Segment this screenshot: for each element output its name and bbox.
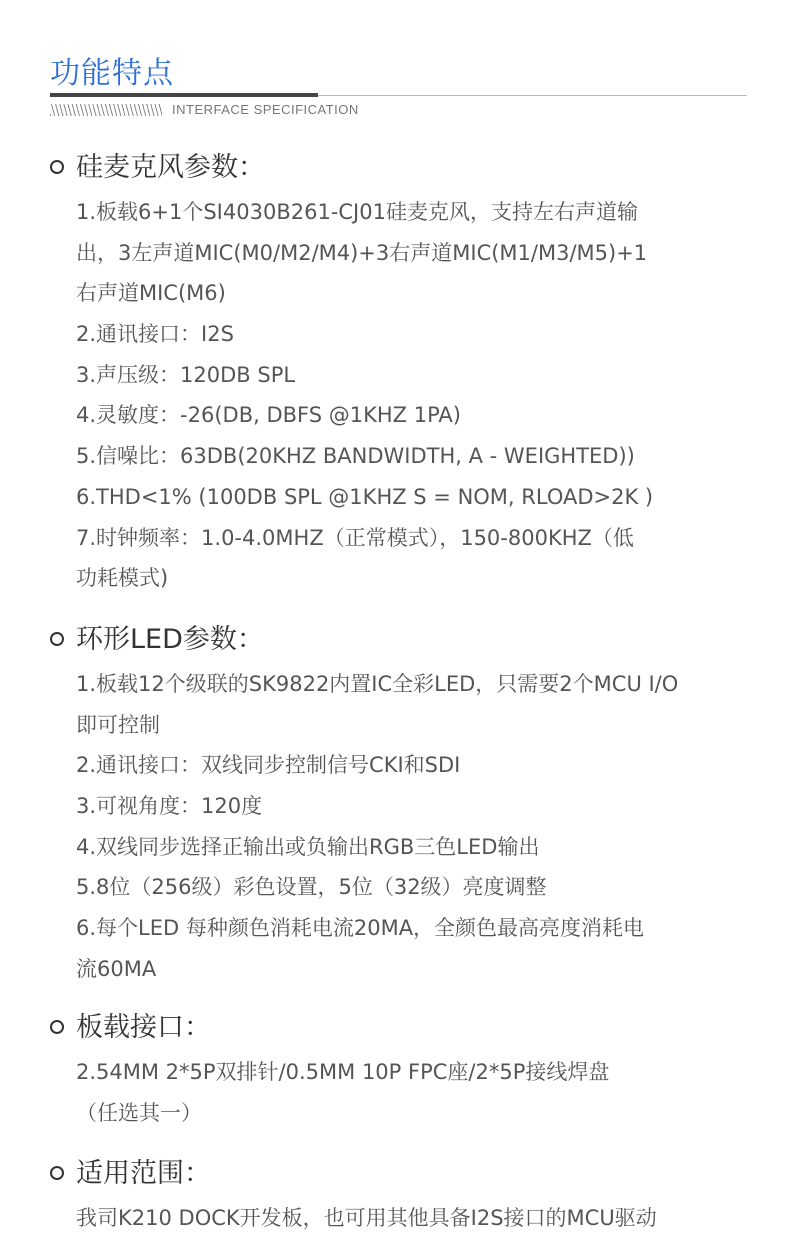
section-heading (50, 622, 750, 662)
spec-line: 出，3左声道MIC(M0/M2/M4)+3右声道MIC(M1/M3/M5)+1 (76, 240, 648, 265)
spec-line: 4.双线同步选择正输出或负输出RGB三色LED输出 (76, 834, 540, 859)
spec-line: 3.可视角度：120度 (76, 794, 263, 819)
spec-list (76, 1052, 750, 1133)
circle-bullet-icon (50, 1166, 64, 1180)
spec-line: 4.灵敏度：-26(DB, DBFS @1KHZ 1PA) (76, 403, 461, 428)
spec-list (76, 1198, 750, 1239)
section-title: 环形LED参数： (76, 624, 264, 655)
spec-line: 右声道MIC(M6) (76, 281, 226, 306)
circle-bullet-icon (50, 1020, 64, 1034)
spec-line: 7.时钟频率：1.0-4.0MHZ（正常模式），150-800KHZ（低 (76, 525, 634, 550)
section-title: 适用范围： (76, 1158, 211, 1189)
spec-line: 我司K210 DOCK开发板，也可用其他具备I2S接口的MCU驱动 (76, 1206, 657, 1230)
spec-line: 2.通讯接口：双线同步控制信号CKI和SDI (76, 753, 461, 778)
section-mic-params (50, 150, 750, 599)
spec-line: 流60MA (76, 956, 157, 981)
title-underline (50, 93, 318, 97)
spec-line: 3.声压级：120DB SPL (76, 362, 296, 387)
spec-line: 2.通讯接口：I2S (76, 322, 234, 347)
spec-list (76, 664, 750, 990)
spec-line: 2.54MM 2*5P双排针/0.5MM 10P FPC座/2*5P接线焊盘 (76, 1060, 610, 1084)
spec-line: 6.THD<1% (100DB SPL @1KHZ S = NOM, RLOAD>2K ) (76, 484, 654, 509)
section-applicable-range (50, 1156, 750, 1239)
hatch-decoration (50, 104, 162, 116)
section-heading (50, 150, 750, 190)
page-subtitle: INTERFACE SPECIFICATION (172, 102, 359, 117)
page-title: 功能特点 (50, 56, 174, 91)
spec-list (76, 192, 750, 599)
section-header (50, 54, 747, 124)
spec-line: 5.信噪比：63DB(20KHZ BANDWIDTH, A - WEIGHTED)) (76, 444, 635, 469)
section-onboard-interface (50, 1010, 750, 1133)
spec-line: 功耗模式) (76, 566, 169, 591)
header-divider (318, 95, 747, 96)
spec-line: 即可控制 (76, 712, 160, 737)
spec-line: 5.8位（256级）彩色设置，5位（32级）亮度调整 (76, 875, 547, 900)
circle-bullet-icon (50, 632, 64, 646)
section-title: 板载接口： (76, 1012, 211, 1043)
circle-bullet-icon (50, 160, 64, 174)
spec-line: 6.每个LED 每种颜色消耗电流20MA，全颜色最高亮度消耗电 (76, 916, 645, 941)
section-heading (50, 1156, 750, 1196)
spec-line: 1.板载12个级联的SK9822内置IC全彩LED，只需要2个MCU I/O (76, 672, 679, 696)
spec-line: （任选其一） (76, 1100, 202, 1125)
spec-line: 1.板载6+1个SI4030B261-CJ01硅麦克风，支持左右声道输 (76, 200, 638, 224)
section-title: 硅麦克风参数： (76, 152, 265, 183)
section-heading (50, 1010, 750, 1050)
section-led-params (50, 622, 750, 990)
